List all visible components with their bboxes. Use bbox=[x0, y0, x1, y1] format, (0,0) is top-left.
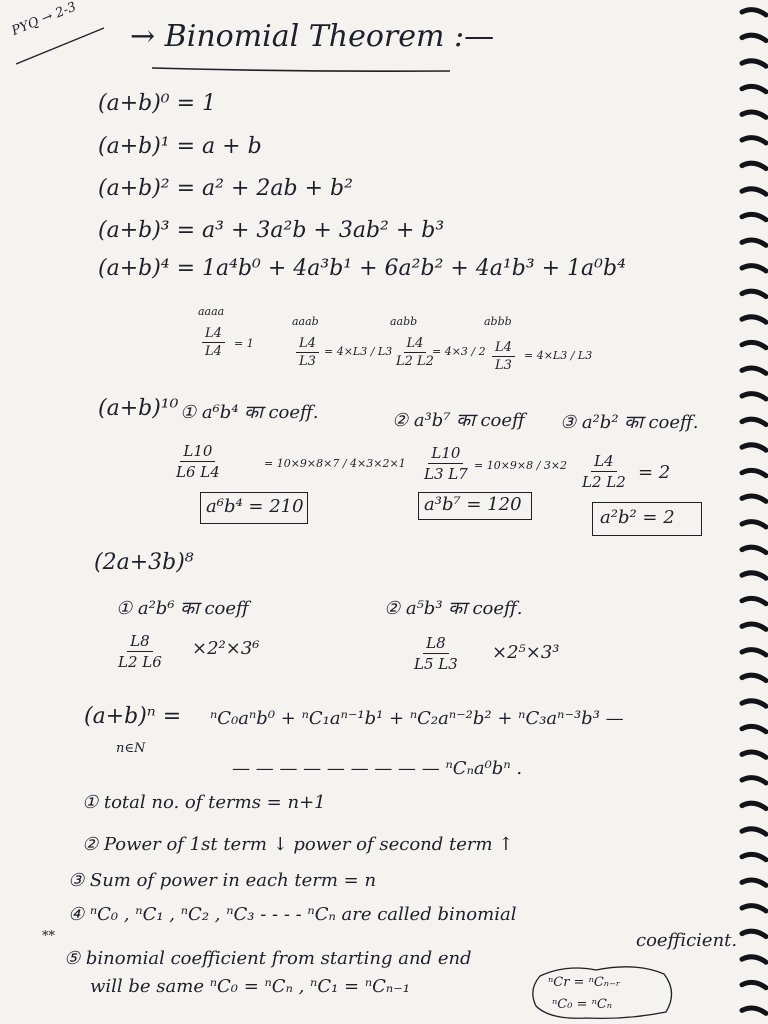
note-2: ② Power of 1st term ↓ power of second term ↑ bbox=[82, 834, 514, 855]
spiral-coil bbox=[742, 650, 766, 655]
spiral-coil bbox=[742, 214, 766, 219]
frac-num: L10 bbox=[180, 442, 215, 462]
spiral-coil bbox=[742, 906, 766, 911]
frac-den: L3 L7 bbox=[424, 465, 468, 483]
spiral-coil bbox=[742, 317, 766, 322]
term-result-aabb: = 4×3 / 2 bbox=[432, 345, 486, 358]
spiral-coil bbox=[742, 189, 766, 194]
spiral-coil bbox=[742, 931, 766, 936]
frac-den: L4 bbox=[205, 344, 222, 359]
spiral-coil bbox=[742, 957, 766, 962]
term-frac-aabb bbox=[396, 336, 434, 369]
spiral-coil bbox=[742, 854, 766, 859]
spiral-coil bbox=[742, 342, 766, 347]
spiral-coil bbox=[742, 240, 766, 245]
frac-num: L4 bbox=[492, 340, 515, 357]
spiral-binding bbox=[732, 0, 768, 1024]
spiral-coil bbox=[742, 880, 766, 885]
expansion-0: (a+b)⁰ = 1 bbox=[98, 91, 217, 116]
ex2-question-2: ② a⁵b³ का coeff. bbox=[384, 598, 523, 619]
note-5-cont: will be same ⁿC₀ = ⁿCₙ , ⁿC₁ = ⁿCₙ₋₁ bbox=[90, 976, 410, 997]
spiral-coil bbox=[742, 35, 766, 40]
term-frac-aaab bbox=[296, 336, 319, 369]
frac-den: L3 bbox=[299, 354, 316, 369]
ex2-work-1-tail: ×2²×3⁶ bbox=[192, 638, 260, 659]
note-1: ① total no. of terms = n+1 bbox=[82, 792, 326, 813]
general-lhs: (a+b)ⁿ = bbox=[84, 704, 182, 729]
note-5: ⑤ binomial coefficient from starting and end bbox=[64, 948, 472, 969]
frac-num: L8 bbox=[423, 634, 449, 654]
frac-num: L4 bbox=[591, 452, 617, 472]
spiral-coil bbox=[742, 291, 766, 296]
ex1-answer-2: a³b⁷ = 120 bbox=[424, 494, 522, 515]
ex2-question-1: ① a²b⁶ का coeff bbox=[116, 598, 249, 619]
frac-den: L2 L2 bbox=[396, 354, 434, 369]
ex1-work-3-frac bbox=[582, 452, 626, 491]
spiral-coil bbox=[742, 598, 766, 603]
page-title: → Binomial Theorem :— bbox=[130, 19, 495, 54]
expansion-2: (a+b)² = a² + 2ab + b² bbox=[98, 176, 353, 201]
ex1-question-3: ③ a²b² का coeff. bbox=[560, 412, 699, 433]
spiral-coil bbox=[742, 10, 766, 15]
expansion-3: (a+b)³ = a³ + 3a²b + 3ab² + b³ bbox=[98, 218, 445, 243]
spiral-coil bbox=[742, 726, 766, 731]
spiral-coil bbox=[742, 496, 766, 501]
spiral-coil bbox=[742, 138, 766, 143]
cloud-outline bbox=[526, 962, 682, 1022]
ex2-work-2-frac bbox=[414, 634, 458, 673]
spiral-coil bbox=[742, 778, 766, 783]
spiral-coil bbox=[742, 61, 766, 66]
ex1-work-1-frac bbox=[176, 442, 220, 481]
ex1-question-2: ② a³b⁷ का coeff bbox=[392, 410, 525, 431]
frac-den: L2 L2 bbox=[582, 473, 626, 491]
spiral-coil bbox=[742, 829, 766, 834]
pyq-tag: PYQ → 2-3 bbox=[9, 0, 79, 39]
ex1-work-1-calc: = 10×9×8×7 / 4×3×2×1 bbox=[264, 457, 406, 470]
pyq-tag-underline bbox=[12, 20, 112, 70]
spiral-coil bbox=[742, 547, 766, 552]
spiral-coil bbox=[742, 394, 766, 399]
term-label-aaaa: aaaa bbox=[198, 305, 225, 318]
ex1-expression: (a+b)¹⁰ bbox=[98, 396, 179, 421]
ex1-work-2-frac bbox=[424, 444, 468, 483]
term-label-abbb: abbb bbox=[484, 315, 512, 328]
term-result-aaaa: = 1 bbox=[234, 337, 254, 350]
frac-num: L4 bbox=[404, 336, 427, 353]
spiral-coil bbox=[742, 419, 766, 424]
spiral-coil bbox=[742, 752, 766, 757]
note-3: ③ Sum of power in each term = n bbox=[68, 870, 377, 891]
spiral-coil bbox=[742, 624, 766, 629]
spiral-coil bbox=[742, 803, 766, 808]
spiral-coil bbox=[742, 368, 766, 373]
ex2-expression: (2a+3b)⁸ bbox=[94, 550, 194, 575]
ex2-work-1-frac bbox=[118, 632, 162, 671]
general-rhs-line-1: ⁿC₀aⁿb⁰ + ⁿC₁aⁿ⁻¹b¹ + ⁿC₂aⁿ⁻²b² + ⁿC₃aⁿ⁻³b³ — bbox=[210, 708, 624, 729]
expansion-4: (a+b)⁴ = 1a⁴b⁰ + 4a³b¹ + 6a²b² + 4a¹b³ + 1a⁰b⁴ bbox=[98, 256, 626, 281]
spiral-coil bbox=[742, 163, 766, 168]
frac-den: L6 L4 bbox=[176, 463, 220, 481]
term-result-aaab: = 4×L3 / L3 bbox=[324, 345, 393, 358]
frac-num: L4 bbox=[296, 336, 319, 353]
spiral-coil bbox=[742, 701, 766, 706]
spiral-coil bbox=[742, 573, 766, 578]
cloud-line-2: ⁿC₀ = ⁿCₙ bbox=[552, 997, 613, 1012]
note-4-cont: coefficient. bbox=[636, 930, 738, 951]
frac-den: L2 L6 bbox=[118, 653, 162, 671]
general-condition: n∈N bbox=[116, 741, 146, 756]
ex1-question-1: ① a⁶b⁴ का coeff. bbox=[180, 402, 319, 423]
frac-den: L3 bbox=[495, 358, 512, 373]
cloud-line-1: ⁿCr = ⁿCₙ₋ᵣ bbox=[548, 975, 621, 990]
spiral-coil bbox=[742, 675, 766, 680]
term-frac-abbb bbox=[492, 340, 515, 373]
title-underline bbox=[150, 62, 470, 76]
ex2-work-2-tail: ×2⁵×3³ bbox=[492, 642, 560, 663]
expansion-1: (a+b)¹ = a + b bbox=[98, 134, 262, 159]
frac-num: L10 bbox=[428, 444, 463, 464]
spiral-coil bbox=[742, 522, 766, 527]
spiral-coil bbox=[742, 445, 766, 450]
spiral-coil bbox=[742, 470, 766, 475]
general-rhs-line-2: — — — — — — — — — ⁿCₙa⁰bⁿ . bbox=[232, 758, 523, 779]
note-4: ④ ⁿC₀ , ⁿC₁ , ⁿC₂ , ⁿC₃ - - - - ⁿCₙ are called binomial bbox=[68, 904, 517, 925]
frac-den: L5 L3 bbox=[414, 655, 458, 673]
frac-num: L4 bbox=[202, 326, 225, 343]
spiral-coil bbox=[742, 112, 766, 117]
frac-num: L8 bbox=[127, 632, 153, 652]
ex1-answer-3: a²b² = 2 bbox=[600, 507, 675, 528]
term-result-abbb: = 4×L3 / L3 bbox=[524, 349, 593, 362]
spiral-coil bbox=[742, 266, 766, 271]
ex1-answer-1: a⁶b⁴ = 210 bbox=[206, 496, 304, 517]
ex1-work-3-calc: = 2 bbox=[638, 462, 671, 483]
spiral-coil bbox=[742, 86, 766, 91]
term-label-aaab: aaab bbox=[292, 315, 319, 328]
spiral-coil bbox=[742, 1008, 766, 1013]
term-label-aabb: aabb bbox=[390, 315, 418, 328]
ex1-work-2-calc: = 10×9×8 / 3×2 bbox=[474, 459, 568, 472]
star-marks: ** bbox=[42, 929, 55, 944]
spiral-coil bbox=[742, 982, 766, 987]
term-frac-aaaa bbox=[202, 326, 225, 359]
